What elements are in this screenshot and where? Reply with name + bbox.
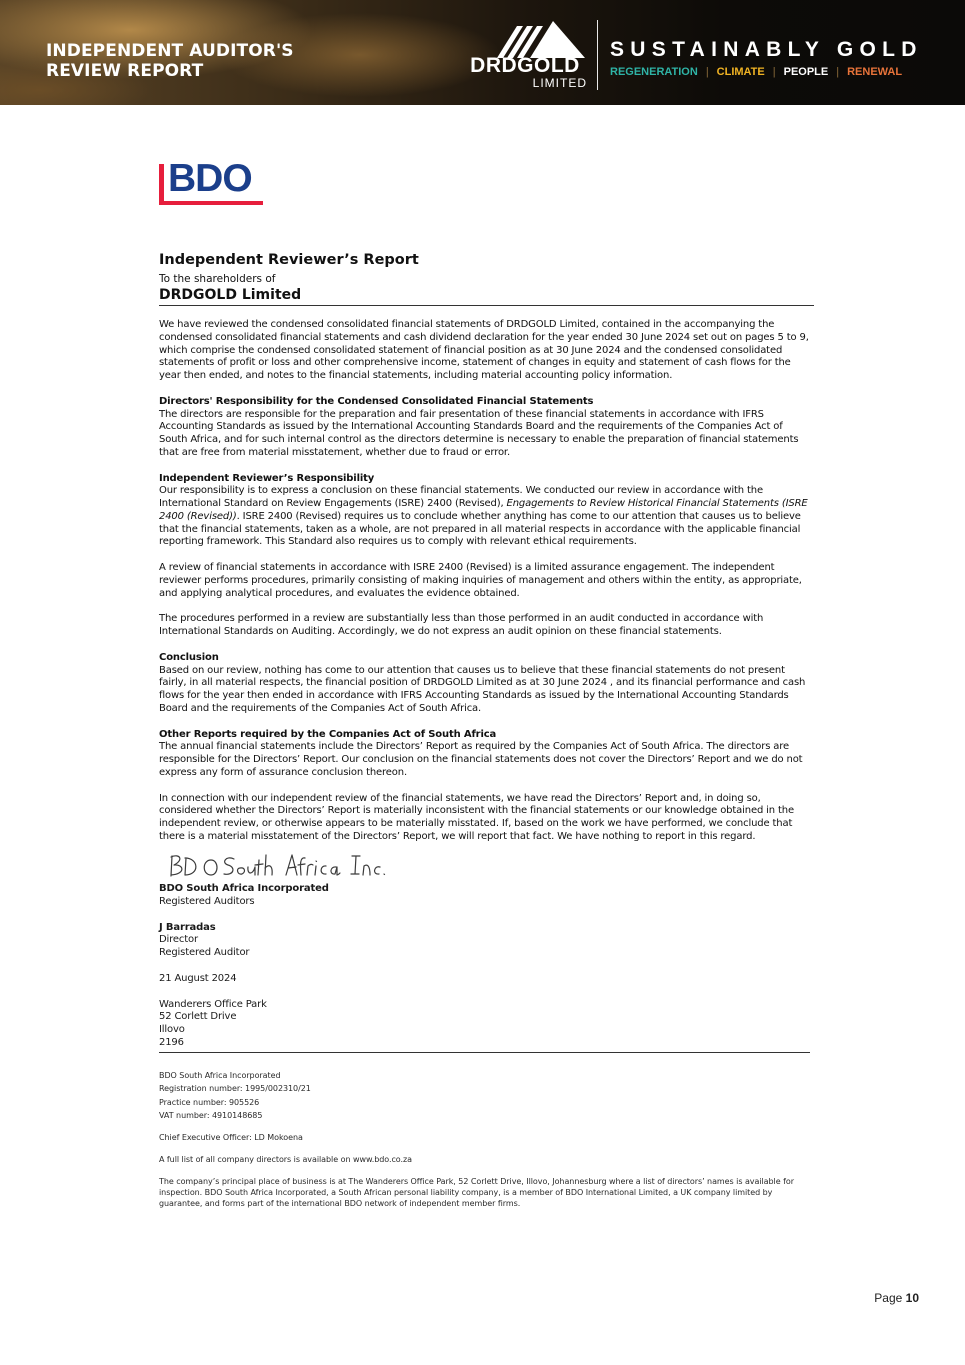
conclusion-paragraph: Based on our review, nothing has come to our attention that causes us to believe that these financial statements do not present fairly, in all material respects, the financial position of DRDGOLD Limited as at 30 June 2024 , and its financial performance and cash flows for the year then ended in accordance with IFRS Accounting Standards as issued by the International Accounting Standards Board and the requirements of the Companies Act of South Africa. <box>159 664 806 714</box>
footer-vat: VAT number: 4910148685 <box>159 1110 263 1120</box>
footer-rule <box>159 1052 810 1053</box>
footer-directors-list: A full list of all company directors is available on www.bdo.co.za <box>159 1155 412 1165</box>
bdo-logo-bar <box>159 164 164 202</box>
page-label: Page <box>874 1291 903 1305</box>
other-reports-heading: Other Reports required by the Companies Act of South Africa <box>159 728 497 740</box>
directors-heading: Directors' Responsibility for the Condensed Consolidated Financial Statements <box>159 395 594 407</box>
pillar-people: PEOPLE <box>783 66 829 78</box>
title-rule <box>159 305 814 306</box>
report-date: 21 August 2024 <box>159 972 237 984</box>
signatory-block <box>159 883 329 1050</box>
pillar-renewal: RENEWAL <box>847 66 903 78</box>
slogan: SUSTAINABLY GOLD <box>610 38 923 61</box>
intro-paragraph: We have reviewed the condensed consolidated financial statements of DRDGOLD Limited, contained in the accompanying the condensed consolidated financial statements and cash dividend declaration for the year ended 30 June 2024 set out on pages 5 to 9, which comprise the condensed consolidated statement of financial position as at 30 June 2024 and the condensed consolidated statements of profit or loss and other comprehensive income, statement of changes in equity and statement of cash flows for the year then ended, and notes to the financial statements, including material accounting policy information. <box>159 319 809 381</box>
header-banner <box>0 0 965 105</box>
page-number-value: 10 <box>905 1291 919 1305</box>
report-addressee: To the shareholders of <box>159 273 276 285</box>
footer-practice: Practice number: 905526 <box>159 1097 260 1107</box>
address-line: 2196 <box>159 1036 184 1048</box>
signature-text: BDO South Africa Inc. <box>166 846 177 847</box>
drdgold-mountain-logo-icon <box>497 21 585 58</box>
bdo-logo-text: BDO <box>168 157 252 200</box>
handwritten-signature <box>166 846 386 882</box>
reviewer-section <box>159 473 810 550</box>
procedures-paragraph: The procedures performed in a review are substantially less than those performed in an audit conducted in accordance with International Standards on Auditing. Accordingly, we do not express an audit opinion on these financial statements. <box>159 613 764 637</box>
conclusion-heading: Conclusion <box>159 651 219 663</box>
pillar-separator: | <box>772 66 776 78</box>
pillar-regeneration: REGENERATION <box>610 66 698 78</box>
section-title-line-1: INDEPENDENT AUDITOR'S <box>46 41 294 61</box>
directors-paragraph: The directors are responsible for the preparation and fair presentation of these financial statements in accordance with IFRS Accounting Standards as issued by the International Accounting Standards Board and the requirements of the Companies Act of South Africa, and for such internal control as the directors determine is necessary to enable the preparation of financial statements that are free from material misstatement, whether due to fraud or error. <box>159 408 799 458</box>
partner-name: J Barradas <box>159 921 216 933</box>
review-report <box>159 250 810 857</box>
reviewer-text-a: Our responsibility is to express a conclusion on these financial statements. We conducted our review in accordance with the International Standard on Review Engagements (ISRE) 2400 (Revised), <box>159 485 763 509</box>
reviewer-text-b: . ISRE 2400 (Revised) requires us to conclude whether anything has come to our attention that causes us to believe that the financial statements, taken as a whole, are not prepared in all material respects in accordance with the applicable financial reporting framework. This Standard also requires us to comply with relevant ethical requirements. <box>159 510 801 548</box>
header-divider <box>597 20 598 90</box>
reviewer-text-italic: Engagements to Review Historical Financial Statements (ISRE 2400 (Revised)) <box>159 498 808 522</box>
section-title-line-2: REVIEW REPORT <box>46 61 204 81</box>
firm-name: BDO South Africa Incorporated <box>159 883 329 894</box>
conclusion-section <box>159 652 810 716</box>
pillar-separator: | <box>705 66 709 78</box>
bdo-footer <box>159 1069 810 1209</box>
reviewer-paragraph <box>159 485 810 549</box>
reviewer-heading: Independent Reviewer’s Responsibility <box>159 472 375 484</box>
partner-title: Director <box>159 934 198 946</box>
address-line: Illovo <box>159 1024 185 1035</box>
partner-role: Registered Auditor <box>159 947 250 958</box>
footer-company: BDO South Africa Incorporated <box>159 1071 281 1080</box>
section-title <box>46 41 294 81</box>
brand-name: DRDGOLD <box>470 54 580 77</box>
other-reports-section <box>159 729 810 780</box>
other-reports-paragraph: The annual financial statements include the Directors’ Report as required by the Companies Act of South Africa. The directors are responsible for the Directors’ Report. Our conclusion on the financial statements does not cover the Directors’ Report and we do not express any form of assurance conclusion thereon. <box>159 741 803 778</box>
page-number <box>874 1291 919 1305</box>
connection-paragraph: In connection with our independent review of the financial statements, we have read the Directors’ Report and, in doing so, considered whether the Directors’ Report is materially inconsistent with the financial statements or our knowledge obtained in the independent review, or otherwise appears to be materially misstated. If, based on the work we have performed, we conclude that there is a material misstatement of the Directors’ Report, we will report that fact. We have nothing to report in this regard. <box>159 792 794 842</box>
review-paragraph: A review of financial statements in accordance with ISRE 2400 (Revised) is a limited assurance engagement. The independent reviewer performs procedures, primarily consisting of making inquiries of management and others within the entity, as appropriate, and applying analytical procedures, and evaluates the evidence obtained. <box>159 562 802 599</box>
footer-legal-note: The company’s principal place of business is at The Wanderers Office Park, 52 Corlett Drive, Illovo, Johannesburg where a list of directors’ names is available for inspection. BDO South Africa Incorporated, a South African personal liability company, is a member of BDO International Limited, a UK company limited by guarantee, and forms part of the international BDO network of independent member firms. <box>159 1176 794 1208</box>
footer-ceo: Chief Executive Officer: LD Mokoena <box>159 1133 303 1143</box>
bdo-logo-underline <box>159 201 263 205</box>
brand-suffix: LIMITED <box>532 76 587 90</box>
footer-registration: Registration number: 1995/002310/21 <box>159 1084 311 1094</box>
address-line: 52 Corlett Drive <box>159 1011 237 1023</box>
pillar-separator: | <box>836 66 840 78</box>
address-line: Wanderers Office Park <box>159 998 267 1010</box>
firm-role: Registered Auditors <box>159 895 255 907</box>
directors-section <box>159 396 810 460</box>
pillars-row <box>610 65 902 79</box>
pillar-climate: CLIMATE <box>716 66 765 78</box>
report-title: Independent Reviewer’s Report <box>159 252 419 268</box>
report-company: DRDGOLD Limited <box>159 287 302 303</box>
